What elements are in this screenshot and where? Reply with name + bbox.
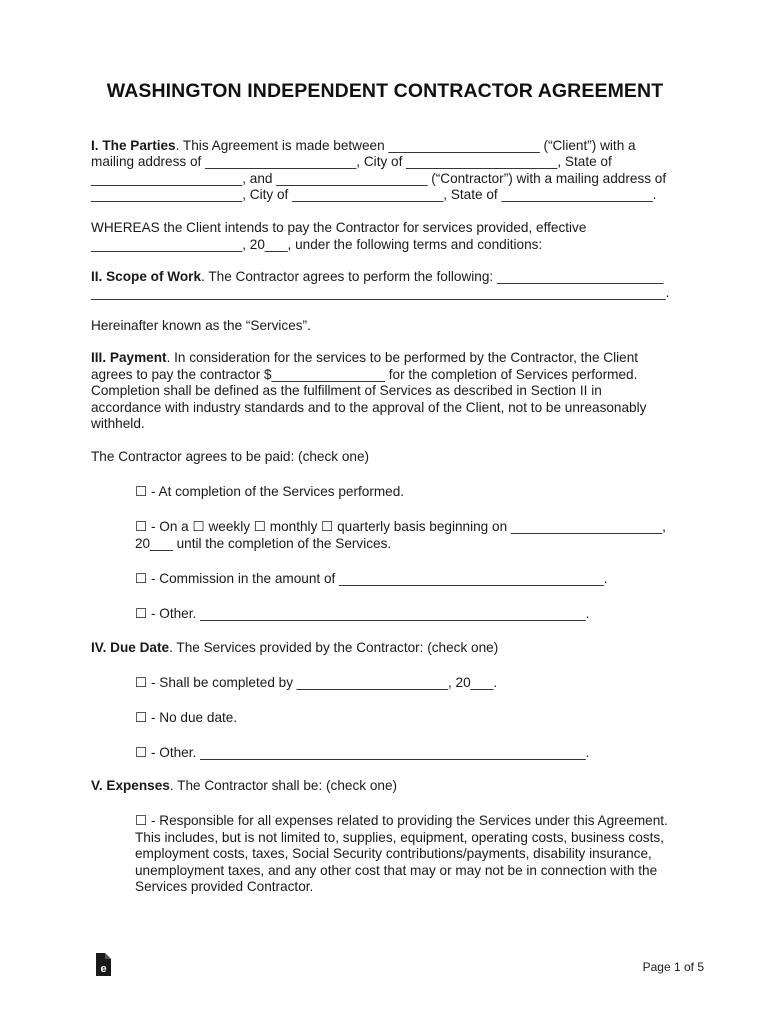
section5-intro: . The Contractor shall be: (check one) <box>169 778 398 793</box>
section1-line-3: ____________________, and ____________________ (“Contractor”) with a mailing address of <box>91 171 667 186</box>
section3-line-1 <box>91 350 638 366</box>
section2-hereinafter: Hereinafter known as the “Services”. <box>91 318 311 333</box>
section2-heading: II. Scope of Work <box>91 269 202 284</box>
section4-heading: IV. Due Date <box>91 640 170 655</box>
payment-option-periodic-cont: 20___ until the completion of the Services. <box>135 536 392 551</box>
whereas-line-1: WHEREAS the Client intends to pay the Contractor for services provided, effective <box>91 220 587 235</box>
section4-line-1 <box>91 640 498 656</box>
payment-option-completion[interactable]: ☐ - At completion of the Services performed. <box>135 484 405 499</box>
section3-line-4: accordance with industry standards and to the approval of the Client, not to be unreasonably <box>91 400 647 415</box>
section1-line-2: mailing address of ____________________, City of ____________________, State of <box>91 154 612 169</box>
section3-line-2: agrees to pay the contractor $_______________ for the completion of Services performed. <box>91 367 638 382</box>
due-option-other[interactable]: ☐ - Other. ___________________________________________________. <box>135 745 590 760</box>
payment-option-commission[interactable]: ☐ - Commission in the amount of ___________________________________. <box>135 571 608 586</box>
document-e-logo-icon <box>93 952 113 978</box>
section3-heading: III. Payment <box>91 350 167 365</box>
expense-option-line-2: This includes, but is not limited to, supplies, equipment, operating costs, business costs, <box>135 830 664 845</box>
section1-text-1: . This Agreement is made between ____________________ (“Client”) with a <box>175 138 636 153</box>
section2-line-2: ____________________________________________________________________________. <box>91 285 670 300</box>
payment-option-periodic[interactable]: ☐ - On a ☐ weekly ☐ monthly ☐ quarterly basis beginning on ____________________, <box>135 519 666 534</box>
document-title: WASHINGTON INDEPENDENT CONTRACTOR AGREEMENT <box>106 80 664 102</box>
due-option-completed-by[interactable]: ☐ - Shall be completed by ____________________, 20___. <box>135 675 498 690</box>
expense-option-line-4: unemployment taxes, and any other cost that may or may not be in connection with the <box>135 863 658 878</box>
section5-line-1 <box>91 778 397 794</box>
section5-heading: V. Expenses <box>91 778 170 793</box>
payment-option-other[interactable]: ☐ - Other. ___________________________________________________. <box>135 606 590 621</box>
due-option-no-due-date[interactable]: ☐ - No due date. <box>135 710 238 725</box>
section1-line-1 <box>91 138 636 154</box>
svg-text:e: e <box>100 963 107 975</box>
section3-line-5: withheld. <box>91 416 145 431</box>
section3-line-3: Completion shall be defined as the fulfillment of Services as described in Section II in <box>91 383 602 398</box>
section4-intro: . The Services provided by the Contractor: (check one) <box>169 640 499 655</box>
section2-line-1 <box>91 269 663 285</box>
section1-heading: I. The Parties <box>91 138 176 153</box>
section2-text-1: . The Contractor agrees to perform the following: ______________________ <box>201 269 664 284</box>
section1-line-4: ____________________, City of ____________________, State of ____________________. <box>91 187 657 202</box>
expense-option-line-1[interactable]: ☐ - Responsible for all expenses related to providing the Services under this Agreement. <box>135 813 668 828</box>
section3-paid-intro: The Contractor agrees to be paid: (check one) <box>91 449 370 464</box>
page-number: Page 1 of 5 <box>642 960 704 974</box>
section3-text-1: . In consideration for the services to be performed by the Contractor, the Client <box>166 350 639 365</box>
whereas-line-2: ____________________, 20___, under the following terms and conditions: <box>91 237 543 252</box>
expense-option-line-3: employment costs, taxes, Social Security contributions/payments, disability insurance, <box>135 846 652 861</box>
expense-option-line-5: Services provided Contractor. <box>135 879 314 894</box>
